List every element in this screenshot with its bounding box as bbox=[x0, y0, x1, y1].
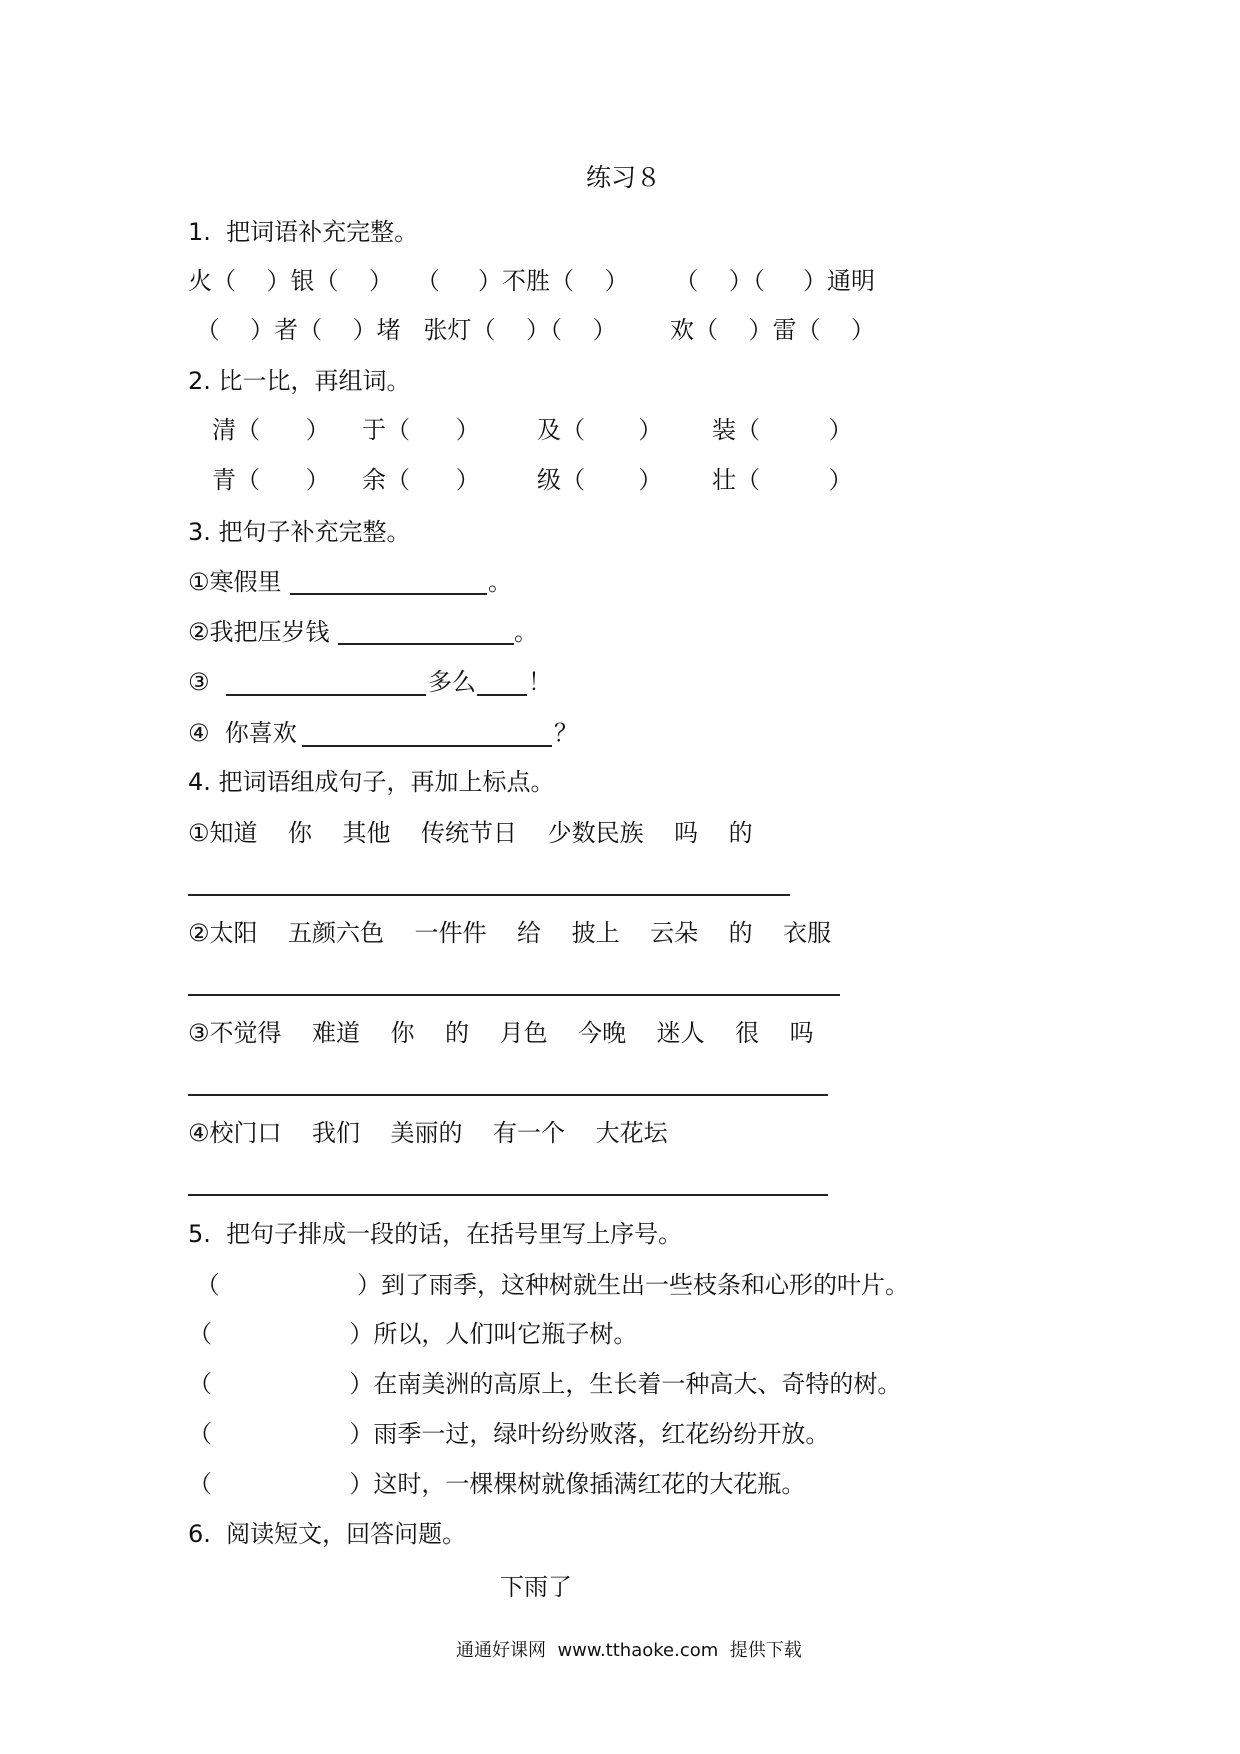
passage-title: 下雨了 bbox=[500, 1573, 572, 1601]
q3-sentence4-start: ④ 你喜欢 bbox=[188, 719, 297, 747]
footer-credit: 通通好课网 www.tthaoke.com 提供下载 bbox=[456, 1640, 802, 1661]
q5-heading: 5. 把句子排成一段的话，在括号里写上序号。 bbox=[188, 1220, 683, 1248]
q2-row1-item: 装（ ） bbox=[712, 416, 853, 444]
q5-item: （ ）所以，人们叫它瓶子树。 bbox=[188, 1320, 638, 1348]
q6-heading: 6. 阅读短文，回答问题。 bbox=[188, 1520, 467, 1548]
q3-sentence2-start: ②我把压岁钱 bbox=[188, 618, 330, 646]
q3-sentence1-blank[interactable] bbox=[290, 593, 487, 595]
q4-item: ③不觉得 难道 你 的 月色 今晚 迷人 很 吗 bbox=[188, 1019, 814, 1047]
q4-item: ④校门口 我们 美丽的 有一个 大花坛 bbox=[188, 1119, 668, 1147]
q3-sentence2-end: 。 bbox=[514, 618, 538, 646]
q4-item: ②太阳 五颜六色 一件件 给 披上 云朵 的 衣服 bbox=[188, 919, 832, 947]
q5-item: （ ）到了雨季，这种树就生出一些枝条和心形的叶片。 bbox=[188, 1271, 909, 1299]
q5-item: （ ）雨季一过，绿叶纷纷败落，红花纷纷开放。 bbox=[188, 1420, 830, 1448]
q3-sentence4-blank[interactable] bbox=[302, 745, 552, 747]
q1-line1: 火（ ）银（ ） （ ）不胜（ ） （ ）（ ）通明 bbox=[188, 267, 876, 295]
q3-sentence3-blank-b[interactable] bbox=[477, 694, 527, 696]
q3-sentence2-blank[interactable] bbox=[338, 643, 514, 645]
q3-sentence3-middle: 多么 bbox=[428, 668, 476, 696]
q3-sentence3-start: ③ bbox=[188, 668, 210, 696]
q2-row2-item: 青（ ） bbox=[212, 466, 330, 494]
q4-heading: 4. 把词语组成句子，再加上标点。 bbox=[188, 768, 555, 796]
q2-row2-item: 余（ ） bbox=[362, 466, 480, 494]
q4-item3-answer-line[interactable] bbox=[188, 1094, 828, 1096]
q2-row1-item: 及（ ） bbox=[537, 416, 663, 444]
q3-sentence4-end: ？ bbox=[554, 719, 578, 747]
q4-item: ①知道 你 其他 传统节日 少数民族 吗 的 bbox=[188, 819, 753, 847]
q2-row2-item: 级（ ） bbox=[537, 466, 663, 494]
q1-line2: （ ）者（ ）堵 张灯（ ）（ ） 欢（ ）雷（ ） bbox=[188, 316, 876, 344]
q4-item2-answer-line[interactable] bbox=[188, 994, 840, 996]
q2-row1-item: 清（ ） bbox=[212, 416, 330, 444]
q3-sentence3-blank-a[interactable] bbox=[226, 694, 426, 696]
q3-sentence1-end: 。 bbox=[488, 568, 512, 596]
q1-heading: 1. 把词语补充完整。 bbox=[188, 218, 419, 246]
page-title: 练习８ bbox=[586, 163, 662, 192]
q4-item1-answer-line[interactable] bbox=[188, 894, 790, 896]
q2-row2-item: 壮（ ） bbox=[712, 466, 853, 494]
q3-sentence1-start: ①寒假里 bbox=[188, 568, 282, 596]
q3-heading: 3. 把句子补充完整。 bbox=[188, 518, 411, 546]
q5-item: （ ）在南美洲的高原上，生长着一种高大、奇特的树。 bbox=[188, 1370, 902, 1398]
q2-heading: 2. 比一比，再组词。 bbox=[188, 367, 411, 395]
q2-row1-item: 于（ ） bbox=[362, 416, 480, 444]
q5-item: （ ）这时，一棵棵树就像插满红花的大花瓶。 bbox=[188, 1470, 806, 1498]
q4-item4-answer-line[interactable] bbox=[188, 1194, 828, 1196]
q3-sentence3-end: ！ bbox=[528, 668, 552, 696]
